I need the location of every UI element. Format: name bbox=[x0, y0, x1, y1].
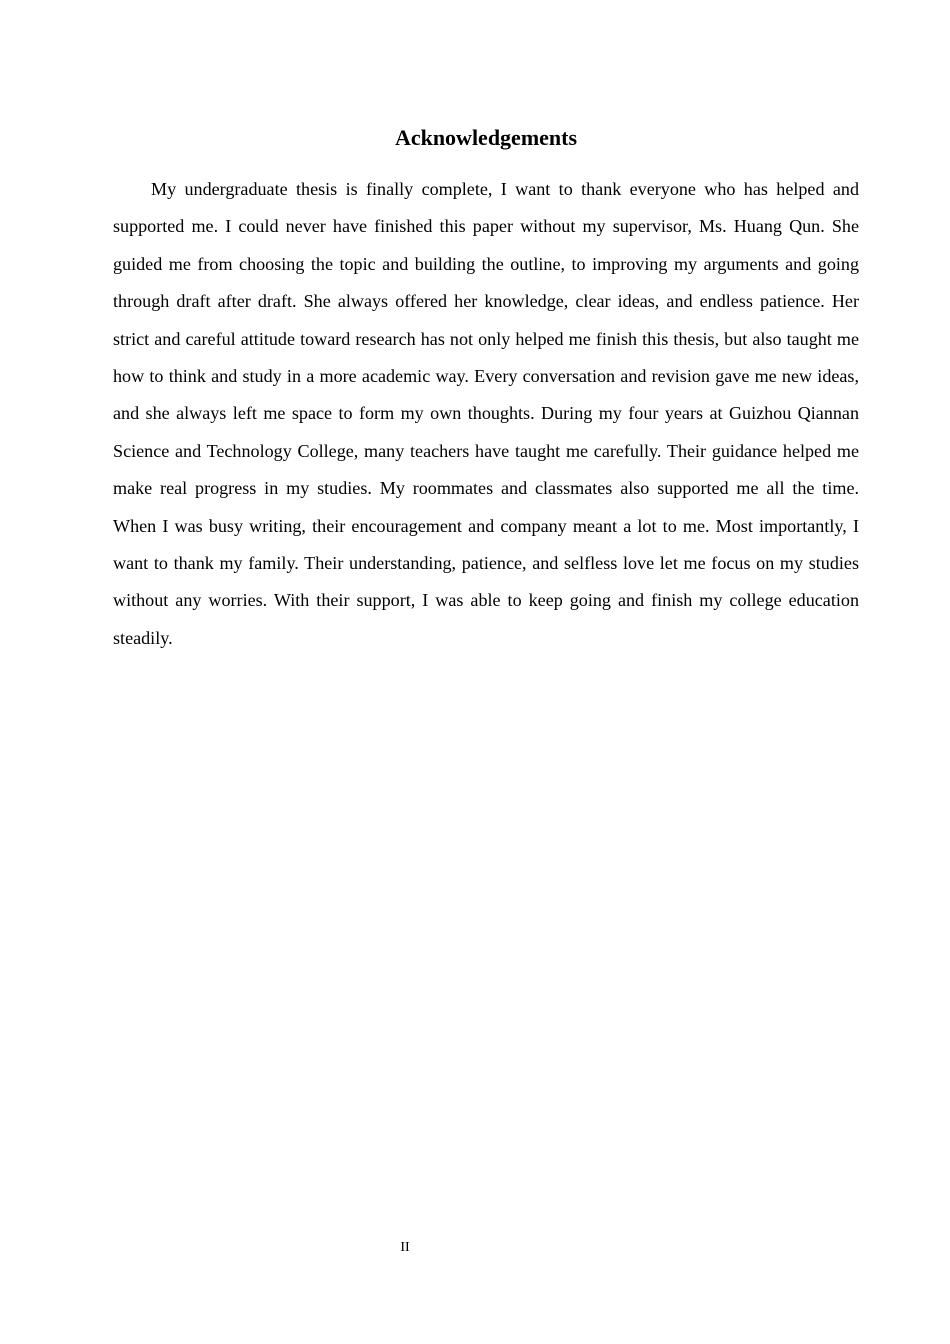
acknowledgement-paragraph: My undergraduate thesis is finally complete, I want to thank everyone who has helped and supported me. I could never have finished this paper without my supervisor, Ms. Huang Qun. She guided me from choosing the topic and building the outline, to improving my arguments and going through draft after draft. She always offered her knowledge, clear ideas, and endless patience. Her strict and careful attitude toward research has not only helped me finish this thesis, but also taught me how to think and study in a more academic way. Every conversation and revision gave me new ideas, and she always left me space to form my own thoughts. During my four years at Guizhou Qiannan Science and Technology College, many teachers have taught me carefully. Their guidance helped me make real progress in my studies. My roommates and classmates also supported me all the time. When I was busy writing, their encouragement and company meant a lot to me. Most importantly, I want to thank my family. Their understanding, patience, and selfless love let me focus on my studies without any worries. With their support, I was able to keep going and finish my college education steadily. bbox=[113, 179, 859, 648]
page-title: Acknowledgements bbox=[394, 125, 578, 150]
page-number: II bbox=[400, 1240, 410, 1255]
